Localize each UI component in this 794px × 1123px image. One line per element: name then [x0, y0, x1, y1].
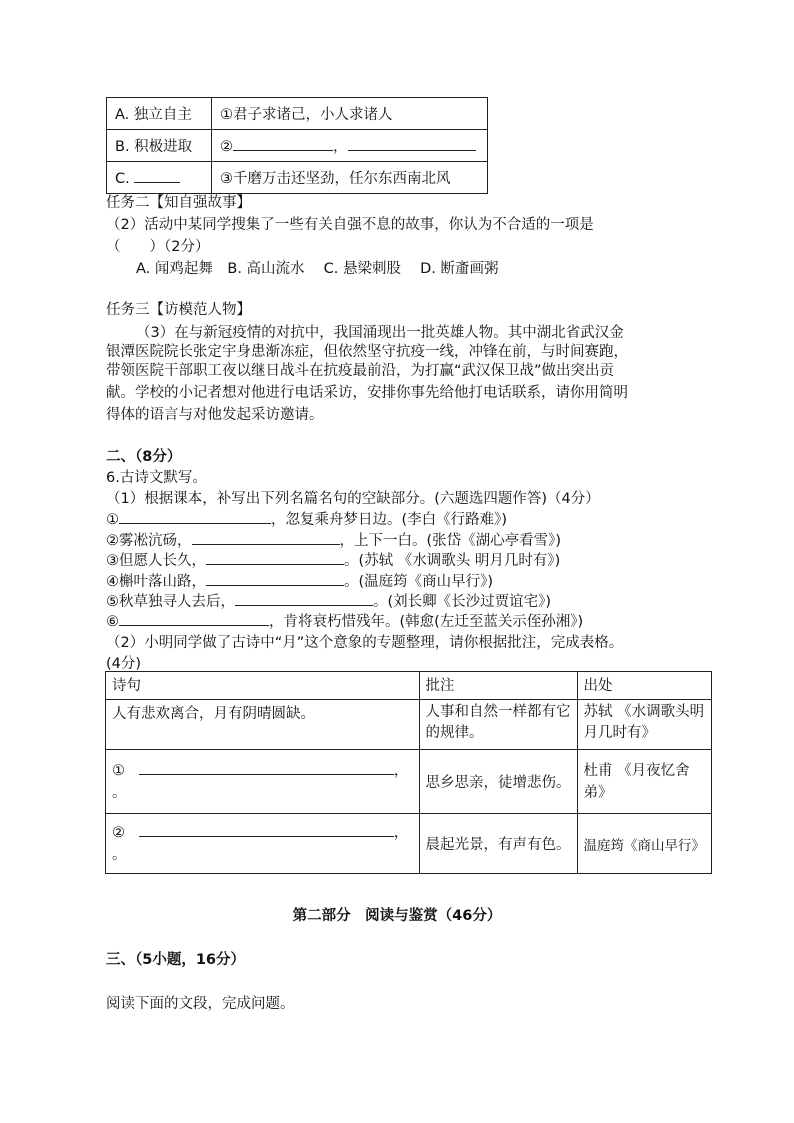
table-row	[107, 98, 488, 130]
paragraph-line: 得体的语言与对他发起采访邀请。	[106, 407, 324, 423]
item-suffix: ，上下一白。(张岱《湖心亭看雪》)	[339, 533, 562, 549]
task2-title: 任务二【知自强故事】	[106, 195, 251, 211]
table-row	[106, 750, 712, 814]
virtue-table	[106, 97, 488, 194]
item-prefix: ⑤秋草独寻人去后，	[106, 594, 235, 610]
table-row	[106, 814, 712, 874]
table-cell: 苏轼 《水调歌头明月几时有》	[577, 700, 712, 750]
comma: ，	[333, 139, 348, 155]
table-header-row	[106, 672, 712, 700]
table-cell: 人有悲欢离合，月有阴晴圆缺。	[106, 700, 420, 750]
item-number: ②	[112, 824, 125, 841]
item-suffix: ，肯将衰朽惜残年。(韩愈(左迁至蓝关示侄孙湘》)	[269, 614, 584, 630]
answer-blank[interactable]	[233, 136, 333, 151]
item-prefix: ⑥	[106, 614, 119, 630]
answer-blank[interactable]	[134, 168, 180, 183]
dictation-item	[106, 549, 560, 570]
table-cell: 晨起光景，有声有色。	[419, 814, 577, 874]
paragraph-line: 献。学校的小记者想对他进行电话采访，安排你事先给他打电话联系，请你用简明	[106, 385, 628, 401]
header-cell: 诗句	[106, 672, 420, 700]
item-suffix: 。(温庭筠《商山早行》)	[344, 574, 494, 590]
table-row	[107, 162, 488, 194]
period: 。	[112, 784, 127, 801]
item-suffix: 。(苏轼 《水调歌头 明月几时有》)	[344, 553, 561, 569]
item-prefix: ①	[106, 512, 119, 528]
answer-blank[interactable]	[235, 591, 373, 606]
question-6-2: （2）小明同学做了古诗中“月”这个意象的专题整理，请你根据批注，完成表格。	[106, 635, 624, 651]
table-cell: ③千磨万击还坚劲，任尔东西南北风	[212, 162, 488, 194]
reading-intro: 阅读下面的文段，完成问题。	[106, 996, 295, 1012]
table-cell: 思乡思亲，徒增悲伤。	[419, 750, 577, 814]
question-6-2-score: (4分)	[106, 656, 142, 672]
task3-title: 任务三【访模范人物】	[106, 302, 251, 318]
table-row	[106, 700, 712, 750]
answer-blank[interactable]	[192, 530, 340, 545]
paragraph-line: 银潭医院院长张定宇身患渐冻症，但依然坚守抗疫一线，冲锋在前，与时间赛跑，	[106, 344, 628, 360]
paragraph-line: （3）在与新冠疫情的对抗中，我国涌现出一批英雄人物。其中湖北省武汉金	[136, 325, 624, 341]
answer-blank[interactable]	[119, 611, 269, 626]
table-cell: 杜甫 《月夜忆舍弟》	[577, 750, 712, 814]
item-number: ②	[220, 139, 233, 155]
question-2-options: A. 闻鸡起舞 B. 高山流水 C. 悬梁刺股 D. 断齑画粥	[136, 261, 499, 277]
moon-table	[105, 671, 712, 874]
table-cell	[212, 130, 488, 162]
comma: ，	[393, 762, 409, 779]
option-label: C.	[115, 171, 135, 187]
item-prefix: ④槲叶落山路，	[106, 574, 206, 590]
table-cell: 温庭筠《商山早行》	[577, 814, 712, 874]
answer-blank[interactable]	[119, 509, 271, 524]
table-cell: A. 独立自主	[107, 98, 212, 130]
section-heading: 二、（8分）	[106, 449, 182, 465]
header-cell: 出处	[577, 672, 712, 700]
header-cell: 批注	[419, 672, 577, 700]
item-suffix: ，忽复乘舟梦日边。(李白《行路难》)	[271, 512, 508, 528]
dictation-item	[106, 570, 493, 591]
period: 。	[112, 846, 127, 863]
answer-blank[interactable]	[139, 760, 394, 775]
table-cell	[107, 162, 212, 194]
table-cell: ①君子求诸己，小人求诸人	[212, 98, 488, 130]
item-prefix: ③但愿人长久，	[106, 553, 206, 569]
dictation-item	[106, 508, 507, 529]
part-heading: 第二部分 阅读与鉴赏（46分）	[292, 908, 502, 924]
dictation-item	[106, 529, 561, 550]
item-prefix: ②雾凇沆砀，	[106, 533, 192, 549]
comma: ，	[393, 824, 409, 841]
item-suffix: 。(刘长卿《长沙过贾谊宅》)	[373, 594, 552, 610]
question-6: 6.古诗文默写。	[106, 470, 207, 486]
dictation-item	[106, 610, 583, 631]
dictation-item	[106, 590, 551, 611]
answer-blank[interactable]	[139, 822, 394, 837]
answer-blank[interactable]	[206, 571, 344, 586]
table-cell: 人事和自然一样都有它的规律。	[419, 700, 577, 750]
question-2: （2）活动中某同学搜集了一些有关自强不息的故事，你认为不合适的一项是	[106, 217, 594, 233]
item-number: ①	[112, 762, 125, 779]
table-row	[107, 130, 488, 162]
table-cell	[106, 750, 420, 814]
paragraph-line: 带领医院干部职工夜以继日战斗在抗疫最前沿，为打赢“武汉保卫战”做出突出贡	[106, 363, 615, 379]
answer-blank[interactable]	[206, 550, 344, 565]
table-cell: B. 积极进取	[107, 130, 212, 162]
table-cell	[106, 814, 420, 874]
question-2-score: （ ）（2分）	[106, 239, 210, 255]
question-6-1: （1）根据课本，补写出下列名篇名句的空缺部分。(六题选四题作答)（4分）	[106, 491, 600, 507]
answer-blank[interactable]	[348, 136, 476, 151]
section-heading: 三、（5小题，16分）	[106, 952, 246, 968]
